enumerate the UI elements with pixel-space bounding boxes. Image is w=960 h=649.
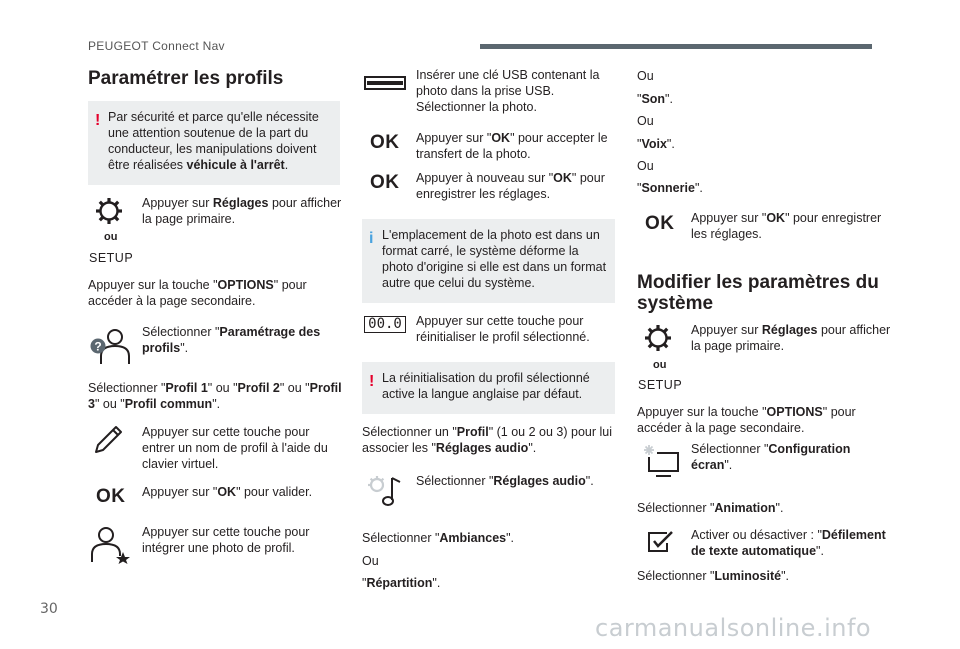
- ok-button[interactable]: OK: [96, 486, 126, 507]
- gear-icon: [643, 323, 673, 353]
- or-label: Ou: [637, 69, 654, 83]
- ok-button[interactable]: OK: [370, 132, 400, 153]
- step-audio-text: Sélectionner "Réglages audio".: [416, 474, 594, 488]
- step-usb-text: Insérer une clé USB contenant la photo dans la prise USB. Sélectionner la photo.: [416, 68, 600, 114]
- sonnerie-option: "Sonnerie".: [637, 181, 703, 195]
- profile-settings-icon: [88, 326, 132, 366]
- profile-photo-icon: [90, 526, 132, 564]
- or-label: ou: [104, 231, 118, 243]
- step-scroll-text: Activer ou désactiver : "Défilement de texte automatique".: [691, 528, 886, 558]
- usb-icon: [364, 76, 406, 90]
- audio-settings-icon: [366, 474, 406, 510]
- voix-option: "Voix".: [637, 137, 675, 151]
- section-heading-system: Modifier les paramètres du système: [637, 272, 879, 314]
- step-settings-text: Appuyer sur Réglages pour afficher la page primaire.: [142, 196, 342, 226]
- repartition-paragraph: "Répartition".: [362, 576, 441, 590]
- options-paragraph: Appuyer sur la touche "OPTIONS" pour accéder à la page secondaire.: [637, 405, 856, 435]
- animation-paragraph: Sélectionner "Animation".: [637, 501, 784, 515]
- page-number: 30: [40, 601, 58, 617]
- ambiances-paragraph: Sélectionner "Ambiances".: [362, 531, 515, 545]
- step-validate-text: Appuyer sur "OK" pour valider.: [142, 485, 313, 499]
- or-label: Ou: [637, 114, 654, 128]
- checkbox-icon[interactable]: [647, 529, 675, 555]
- audio-paragraph: Sélectionner un "Profil" (1 ou 2 ou 3) pour lui associer les "Réglages audio".: [362, 425, 612, 455]
- reset-button[interactable]: 00.0: [364, 316, 406, 333]
- luminosity-paragraph: Sélectionner "Luminosité".: [637, 569, 789, 583]
- step-settings-text: Appuyer sur Réglages pour afficher la page primaire.: [691, 323, 891, 353]
- or-label: ou: [653, 359, 667, 371]
- select-profile-paragraph: Sélectionner "Profil 1" ou "Profil 2" ou "Profil 3" ou "Profil commun".: [88, 381, 342, 411]
- son-option: "Son".: [637, 92, 673, 106]
- setup-button[interactable]: SETUP: [638, 378, 683, 392]
- warning-text: La réinitialisation du profil sélectionné active la langue anglaise par défaut.: [382, 371, 590, 401]
- step-accept-text: Appuyer sur "OK" pour accepter le transfert de la photo.: [416, 131, 608, 161]
- info-text: L'emplacement de la photo est dans un format carré, le système déforme la photo d'origine si elle est dans un format autre que celui du système.: [382, 228, 607, 290]
- step-name-text: Appuyer sur cette touche pour entrer un nom de profil à l'aide du clavier virtuel.: [142, 425, 328, 471]
- gear-icon: [94, 196, 124, 226]
- watermark: carmanualsonline.info: [595, 614, 872, 642]
- warning-text: Par sécurité et parce qu'elle nécessite une attention soutenue de la part du conducteur, les manipulations doivent être réalisées véhicule à l'arrêt.: [108, 110, 319, 172]
- warning-icon: !: [95, 112, 101, 129]
- warning-icon: !: [369, 373, 375, 390]
- warning-box: [88, 101, 340, 185]
- section-heading-profiles: Paramétrer les profils: [88, 68, 284, 89]
- step-save-audio-text: Appuyer sur "OK" pour enregistrer les réglages.: [691, 211, 882, 241]
- screen-config-icon: [640, 443, 682, 479]
- warning-box: [362, 362, 615, 414]
- ok-button[interactable]: OK: [645, 213, 675, 234]
- pencil-icon: [92, 422, 126, 456]
- step-profile-settings-text: Sélectionner "Paramétrage des profils".: [142, 325, 321, 355]
- running-header: PEUGEOT Connect Nav: [88, 39, 225, 53]
- options-paragraph: Appuyer sur la touche "OPTIONS" pour accéder à la page secondaire.: [88, 278, 307, 308]
- header-bar: [480, 44, 872, 49]
- or-label: Ou: [637, 159, 654, 173]
- step-photo-text: Appuyer sur cette touche pour intégrer une photo de profil.: [142, 525, 310, 555]
- step-screen-config-text: Sélectionner "Configuration écran".: [691, 442, 851, 472]
- or-label: Ou: [362, 554, 379, 568]
- setup-button[interactable]: SETUP: [89, 251, 134, 265]
- info-icon: i: [369, 230, 374, 247]
- info-box: [362, 219, 615, 303]
- step-reset-text: Appuyer sur cette touche pour réinitialiser le profil sélectionné.: [416, 314, 590, 344]
- step-save-text: Appuyer à nouveau sur "OK" pour enregistrer les réglages.: [416, 171, 605, 201]
- svg-text:?: ?: [94, 339, 102, 354]
- ok-button[interactable]: OK: [370, 172, 400, 193]
